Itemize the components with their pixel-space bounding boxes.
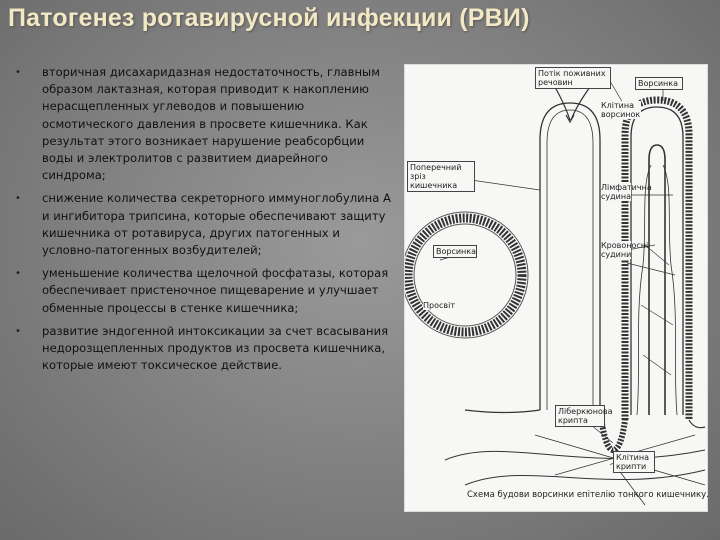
bullet-item: [10, 64, 395, 184]
label-nutrient-flow: Потік поживних речовин: [535, 67, 611, 89]
label-lumen: Просвіт: [423, 301, 457, 310]
bullet-item: [10, 323, 395, 375]
left-villus: [540, 103, 600, 410]
bullet-text: развитие эндогенной интоксикации за счет всасывания недорозщепленных продуктов из просвета кишечника, которые имеют токсическое действие.: [42, 323, 389, 373]
bullet-dot-icon: •: [15, 325, 21, 337]
bullet-item: [10, 190, 395, 259]
cross-section-ring: [405, 212, 528, 338]
figure-caption: Схема будови ворсинки епітелію тонкого кишечнику.: [467, 490, 709, 500]
villus-diagram: [404, 64, 708, 512]
label-villus-cell: Клітина ворсинок: [601, 101, 641, 119]
label-cross-section: Поперечний зріз кишечника: [407, 161, 475, 192]
label-lymph-vessel: Лімфатична судина: [601, 183, 652, 201]
villus-illustration: [405, 65, 707, 511]
label-blood-vessels: Кровоносні судини: [601, 241, 649, 259]
bullet-dot-icon: •: [15, 193, 21, 205]
bullet-dot-icon: •: [15, 268, 21, 280]
label-crypt: Ліберкюнова крипта: [555, 405, 605, 427]
slide-title: Патогенез ротавирусной инфекции (РВИ): [8, 4, 530, 32]
label-villus-top: Ворсинка: [635, 77, 683, 90]
bullet-text: снижение количества секреторного иммуноглобулина А и ингибитора трипсина, которые обеспечивают защиту кишечника от ротавируса, других патогенных и условно-патогенных возбудителей;: [42, 191, 391, 258]
bullet-text: уменьшение количества щелочной фосфатазы, которая обеспечивает пристеночное пищеварение и улучшает обменные процессы в стенке кишечника;: [42, 266, 389, 315]
bullet-text: вторичная дисахаридазная недостаточность, главным образом лактазная, которая приводит к накоплению нерасщепленных углеводов и повышению осмотического давления в просвете кишечника. Как результат этого возникает нарушение реабсорбции воды и электролитов с развитием диарейного синдрома;: [42, 65, 380, 183]
bullet-item: [10, 265, 395, 317]
label-villus-circle: Ворсинка: [433, 245, 477, 258]
bullet-dot-icon: •: [15, 67, 21, 78]
right-villus: [625, 100, 689, 420]
label-crypt-cell: Клітина крипти: [613, 451, 655, 473]
bullet-list: [10, 64, 395, 380]
